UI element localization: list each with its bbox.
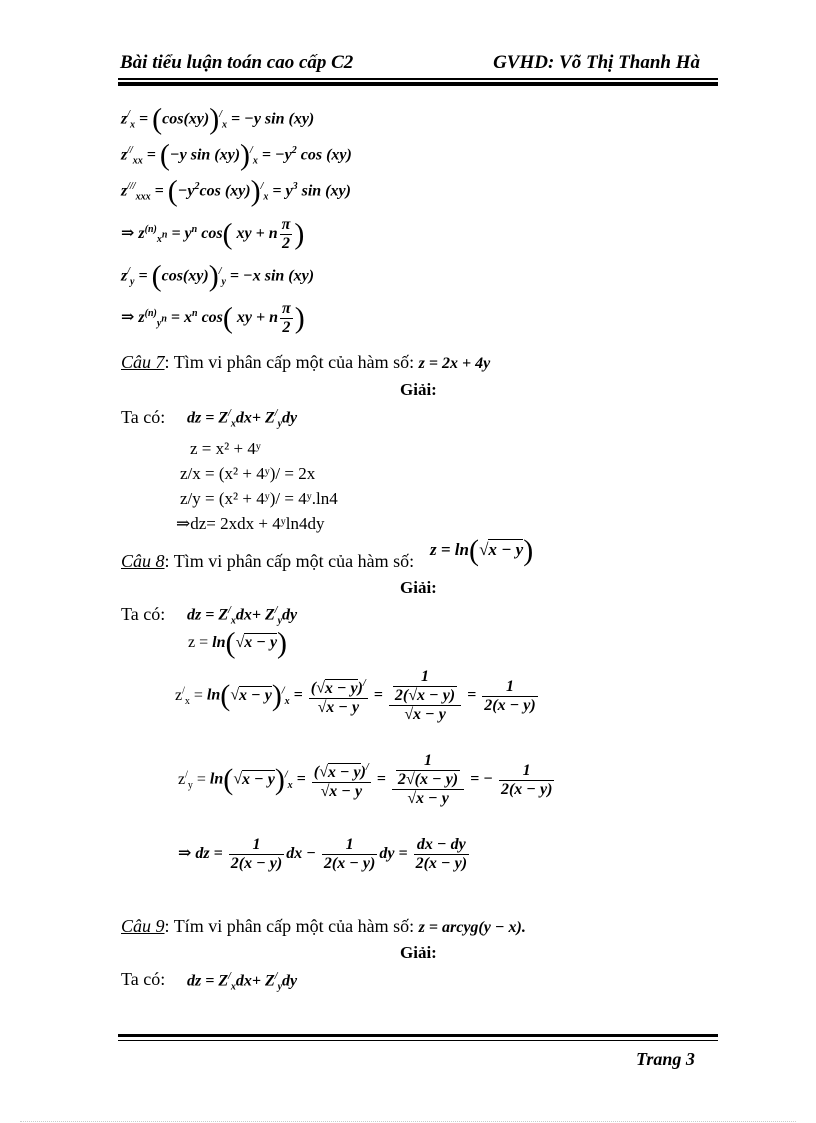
question-8-function: z = ln(√x − y) <box>430 534 534 568</box>
question-9-function: z = arcyg(y − x). <box>418 919 526 936</box>
question-9-label: Câu 9 <box>121 916 165 936</box>
question-7 <box>121 352 490 373</box>
question-9-text: : Tím vi phân cấp một của hàm số: <box>164 916 419 936</box>
q7-line-4: ⇒dz= 2xdx + 4ʸln4dy <box>176 514 325 533</box>
q7-line-1: z = x² + 4ʸ <box>190 439 261 458</box>
dz-formula-7: dz = $Z^/_xdx+ Z^/_ydy$ <box>187 408 298 430</box>
page-number: Trang 3 <box>636 1049 695 1069</box>
question-7-function: z = 2x + 4y <box>418 355 491 372</box>
q7-line-3: z/y = (x² + 4ʸ)/ = 4ʸ.ln4 <box>180 489 338 508</box>
solution-heading-9: Giải: <box>400 943 437 962</box>
formula-zxxx: $z^{///}_{xxx} = (-y^2\cos$ $(xy))^/_x = y^3$ sin (xy) <box>121 174 351 208</box>
question-8 <box>121 551 414 572</box>
question-8-text: : Tìm vi phân cấp một của hàm số: <box>164 551 415 571</box>
question-8-label: Câu 8 <box>121 551 165 571</box>
page-bottom-border <box>20 1121 796 1122</box>
taco-7: Ta có: <box>121 407 166 427</box>
header-instructor: GVHD: Võ Thị Thanh Hà <box>493 52 700 73</box>
footer-rule-thin <box>118 1040 718 1041</box>
q8-z-def: z = ln(√x − y) <box>188 626 288 660</box>
formula-zy: $z^/_y = (\cos(xy))^/_y = -x$ sin (xy) <box>121 259 315 293</box>
formula-zyn: ⇒ $z^{(n)}_{y^n} = x^n$ cos( xy + n $\frac{\pi}{2}$ ) <box>121 300 305 336</box>
formula-zxn: ⇒ $z^{(n)}_{x^n} = y^n$ cos( xy + n $\frac{\pi}{2}$ ) <box>121 216 305 252</box>
header-rule-thick <box>118 82 718 86</box>
formula-zx: $z^/_x = (\cos(xy))^/_x = -y$ sin (xy) <box>121 102 315 136</box>
taco-9: Ta có: <box>121 969 166 989</box>
question-7-text: : Tìm vi phân cấp một của hàm số: <box>164 352 419 372</box>
q8-zy-derivation: $z^/_y = \ln(√x - y)^/_x$ = $\frac{(√x - y)^/}{√x - y}$ = $\frac{\frac{1}{2√(x - y)}}{√x - y}$ = − $\frac{1}{2(x - y)}$ <box>178 752 553 807</box>
footer-rule-thick <box>118 1034 718 1037</box>
solution-heading-8: Giải: <box>400 578 437 597</box>
header-rule-thin <box>118 78 718 80</box>
q7-line-2: z/x = (x² + 4ʸ)/ = 2x <box>180 464 316 483</box>
solution-heading-7: Giải: <box>400 380 437 399</box>
dz-formula-9: dz = $Z^/_xdx+ Z^/_ydy$ <box>187 971 298 993</box>
question-7-label: Câu 7 <box>121 352 165 372</box>
formula-zxx: $z^{//}_{xx} = (-y$ $\sin (xy))^/_x = -y^2$ cos (xy) <box>121 138 352 172</box>
question-9 <box>121 916 526 937</box>
q8-zx-derivation: $z^/_x = \ln(√x - y)^/_x$ = $\frac{(√x - y)^/}{√x - y}$ = $\frac{\frac{1}{2(√x - y)}}{√x - y}$ = $\frac{1}{2(x - y)}$ <box>175 668 536 723</box>
header-title: Bài tiểu luận toán cao cấp C2 <box>120 52 354 73</box>
taco-8: Ta có: <box>121 604 166 624</box>
dz-formula-8: dz = $Z^/_xdx+ Z^/_ydy$ <box>187 605 298 627</box>
q8-dz-result: ⇒ dz = $\frac{1}{2(x - y)}$ dx − $\frac{1}{2(x - y)}$ dy = $\frac{dx - dy}{2(x - y)}$ <box>178 836 468 872</box>
